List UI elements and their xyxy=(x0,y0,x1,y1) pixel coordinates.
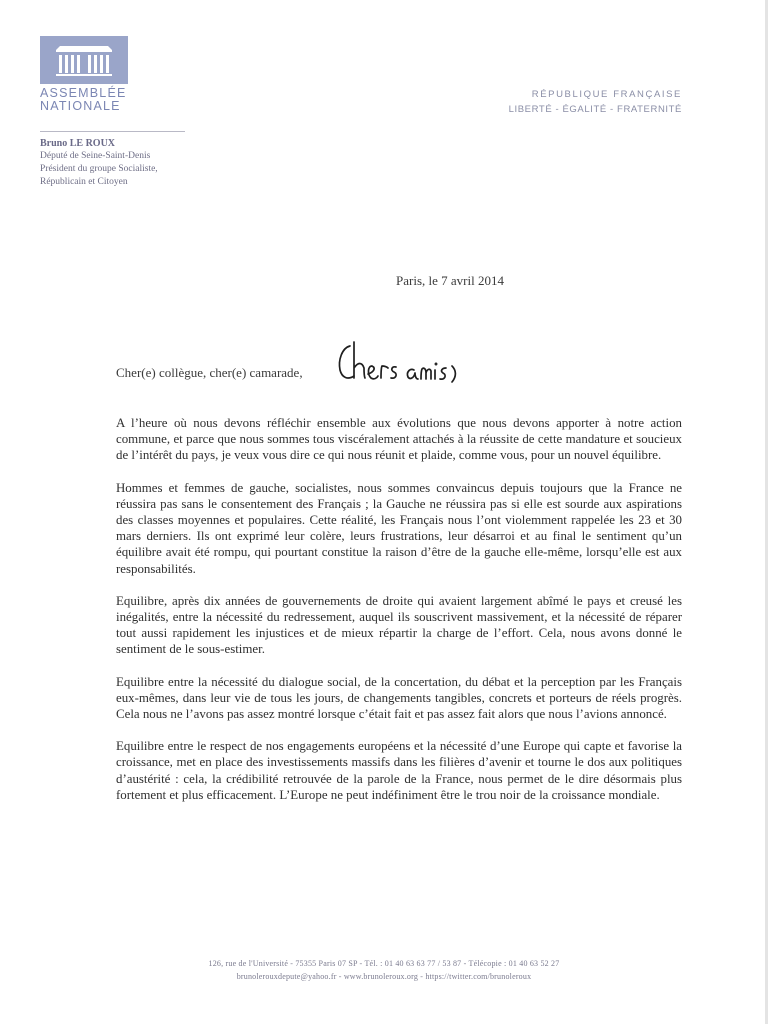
body-paragraph: Equilibre entre la nécessité du dialogue social, de la concertation, du débat et la perception par les Français eux-mêmes, dans leur vie de tous les jours, de changements tangibles, concrets et porteurs de réels progrès. Cela nous ne l’avons pas assez montré lorsque c’était fait et pas assez fait alors que nous l’avions annoncé. xyxy=(116,674,682,722)
republic-header xyxy=(509,87,682,117)
logo-line-2: NATIONALE xyxy=(40,99,121,113)
salutation: Cher(e) collègue, cher(e) camarade, xyxy=(116,365,303,380)
republic-motto: LIBERTÉ - ÉGALITÉ - FRATERNITÉ xyxy=(508,104,682,115)
sender-title-line: Président du groupe Socialiste, xyxy=(40,164,158,174)
letter-footer xyxy=(0,957,768,983)
body-paragraph: Hommes et femmes de gauche, socialistes, nous sommes convaincus depuis toujours que la France ne réussira pas sans le consentement des Français ; la Gauche ne réussira pas si elle est sourde aux aspirations des classes moyennes et populaires. Cette réalité, les Français nous l’ont violemment rappelée les 23 et 30 mars derniers. Ils ont exprimé leur colère, leurs frustrations, leur désarroi et au final le sentiment qu’un équilibre avait été rompu, qui pourtant constitue la raison d’être de la gauche elle-même, lorsqu’elle est aux responsabilités. xyxy=(116,480,682,576)
sender-title-line: Député de Seine-Saint-Denis xyxy=(40,151,151,161)
sender-name: Bruno LE ROUX xyxy=(40,138,116,149)
sender-divider xyxy=(40,131,185,132)
sender-block xyxy=(40,137,158,189)
logo-line-1: ASSEMBLÉE xyxy=(40,86,127,100)
logo-wordmark xyxy=(40,87,140,113)
body-paragraph: Equilibre, après dix années de gouvernements de droite qui avaient largement abîmé le pays et creusé les inégalités, entre la nécessité du redressement, auquel ils souscrivent massivement, et la nécessité de réparer tout aussi rapidement les injustices et de mieux répartir la charge de l’effort. Cela, nous avons donné le sentiment de le sous-estimer. xyxy=(116,593,682,657)
body-paragraph: A l’heure où nous devons réfléchir ensemble aux évolutions que nous devons apporter à notre action commune, et parce que nous sommes tous viscéralement attachés à la réussite de cette mandature et soucieux de l’intérêt du pays, je veux vous dire ce qui nous réunit et plaide, comme vous, pour un nouvel équilibre. xyxy=(116,416,682,463)
body-paragraph: Equilibre entre le respect de nos engagements européens et la nécessité d’une Europe qui capte et favorise la croissance, met en place des investissements massifs dans les filières d’avenir et tourne le dos aux politiques d’austérité : cela, la crédibilité retrouvée de la parole de la France, nous permet de le dire désormais plus fortement et plus efficacement. L’Europe ne peut indéfiniment être le trou noir de la croissance mondiale. xyxy=(116,739,682,802)
footer-contacts: brunolerouxdepute@yahoo.fr - www.brunoleroux.org - https://twitter.com/brunoleroux xyxy=(236,972,532,981)
handwritten-note xyxy=(334,338,474,391)
letter-date: Paris, le 7 avril 2014 xyxy=(396,273,504,288)
sender-title-line: Républicain et Citoyen xyxy=(40,177,128,187)
assemblee-nationale-logo xyxy=(40,36,140,113)
republic-title: RÉPUBLIQUE FRANÇAISE xyxy=(531,89,682,100)
footer-address: 126, rue de l'Université - 75355 Paris 07 SP - Tél. : 01 40 63 63 77 / 53 87 - Télécopie : 01 40 63 52 27 xyxy=(208,959,560,968)
hemicycle-emblem-icon xyxy=(40,36,128,84)
letter-body xyxy=(116,415,682,819)
